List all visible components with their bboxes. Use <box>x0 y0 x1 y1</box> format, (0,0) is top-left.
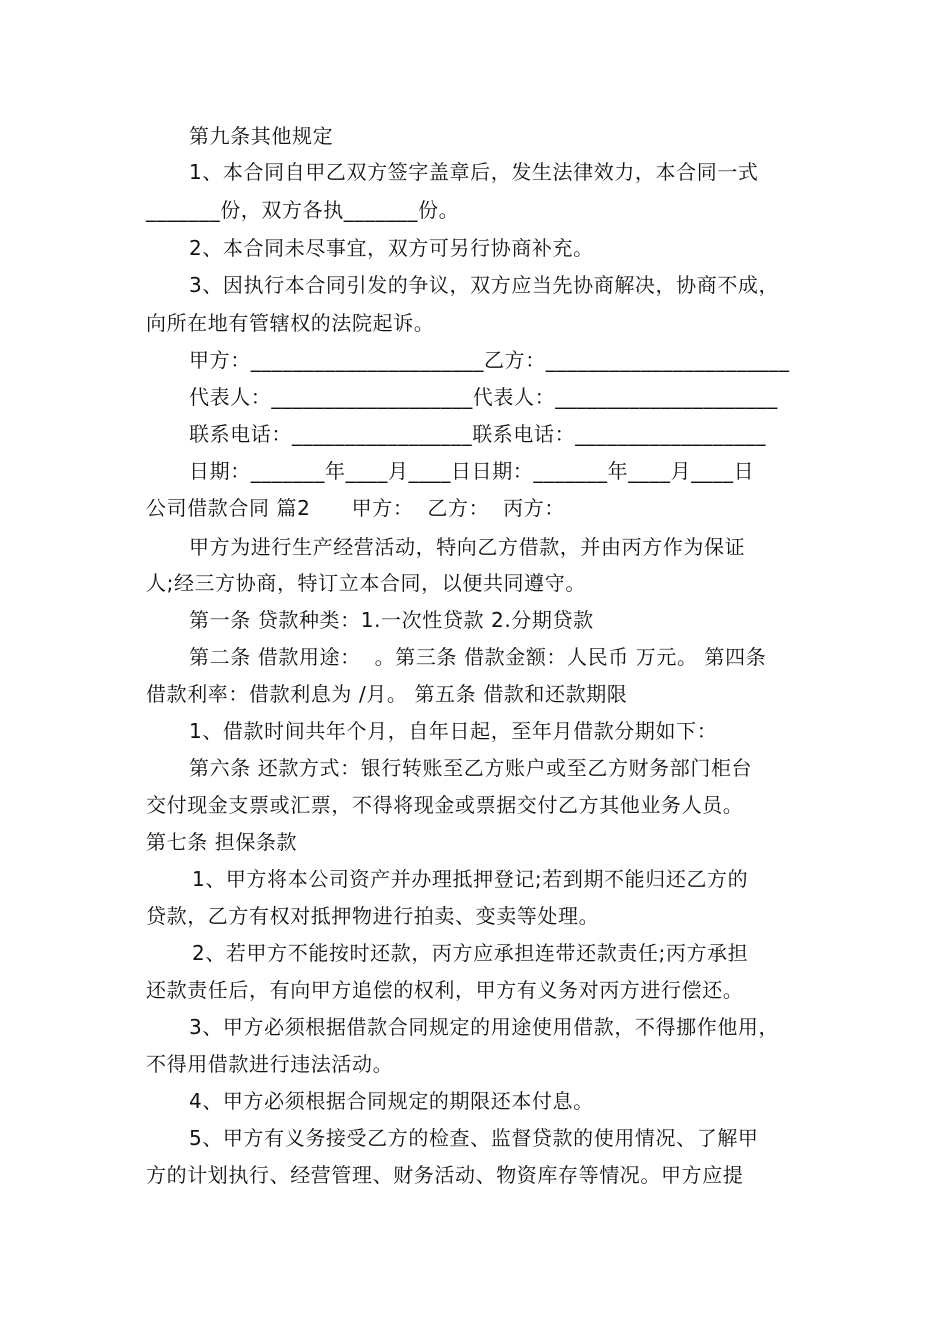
paragraph-line: 5、甲方有义务接受乙方的检查、监督贷款的使用情况、了解甲 <box>189 1126 759 1150</box>
section-heading: 公司借款合同 篇2 甲方： 乙方： 丙方： <box>146 496 565 520</box>
paragraph-line: 3、因执行本合同引发的争议，双方应当先协商解决，协商不成， <box>189 273 780 297</box>
article-line: 第一条 贷款种类：1.一次性贷款 2.分期贷款 <box>189 608 594 632</box>
paragraph-line: 交付现金支票或汇票，不得将现金或票据交付乙方其他业务人员。 <box>146 793 744 817</box>
paragraph-line: 方的计划执行、经营管理、财务活动、物资库存等情况。甲方应提 <box>146 1163 744 1187</box>
paragraph-line: 还款责任后，有向甲方追偿的权利，甲方有义务对丙方进行偿还。 <box>146 978 744 1002</box>
paragraph-line: 甲方为进行生产经营活动，特向乙方借款，并由丙方作为保证 <box>189 535 746 559</box>
article-line: 借款利率：借款利息为 /月。 第五条 借款和还款期限 <box>146 682 628 706</box>
paragraph-line: 不得用借款进行违法活动。 <box>146 1052 394 1076</box>
paragraph-line: 3、甲方必须根据借款合同规定的用途使用借款，不得挪作他用， <box>189 1015 780 1039</box>
paragraph-line: _______份，双方各执_______份。 <box>146 198 460 222</box>
article-heading: 第七条 担保条款 <box>146 830 298 854</box>
signature-line-date: 日期：_______年____月____日日期：_______年____月____日 <box>189 459 755 483</box>
article-line: 第二条 借款用途： 。第三条 借款金额：人民币 万元。 第四条 <box>189 645 767 669</box>
signature-line-representative: 代表人：___________________代表人：_____________________ <box>189 385 778 409</box>
paragraph-line: 向所在地有管辖权的法院起诉。 <box>146 311 435 335</box>
signature-line-phone: 联系电话：_________________联系电话：__________________ <box>189 422 766 446</box>
paragraph-line: 1、甲方将本公司资产并办理抵押登记;若到期不能归还乙方的 <box>192 867 749 891</box>
paragraph-line: 2、若甲方不能按时还款，丙方应承担连带还款责任;丙方承担 <box>192 941 749 965</box>
paragraph-line: 人;经三方协商，特订立本合同，以便共同遵守。 <box>146 571 586 595</box>
paragraph-line: 1、借款时间共年个月，自年日起，至年月借款分期如下： <box>189 719 718 743</box>
paragraph-line: 贷款，乙方有权对抵押物进行拍卖、变卖等处理。 <box>146 904 600 928</box>
paragraph-line: 4、甲方必须根据合同规定的期限还本付息。 <box>189 1089 594 1113</box>
signature-line-party: 甲方：______________________乙方：_______________________ <box>189 348 790 372</box>
paragraph-line: 1、本合同自甲乙双方签字盖章后，发生法律效力，本合同一式 <box>189 160 759 184</box>
article-heading: 第九条其他规定 <box>189 124 334 148</box>
paragraph-line: 2、本合同未尽事宜，双方可另行协商补充。 <box>189 236 594 260</box>
article-line: 第六条 还款方式：银行转账至乙方账户或至乙方财务部门柜台 <box>189 756 753 780</box>
